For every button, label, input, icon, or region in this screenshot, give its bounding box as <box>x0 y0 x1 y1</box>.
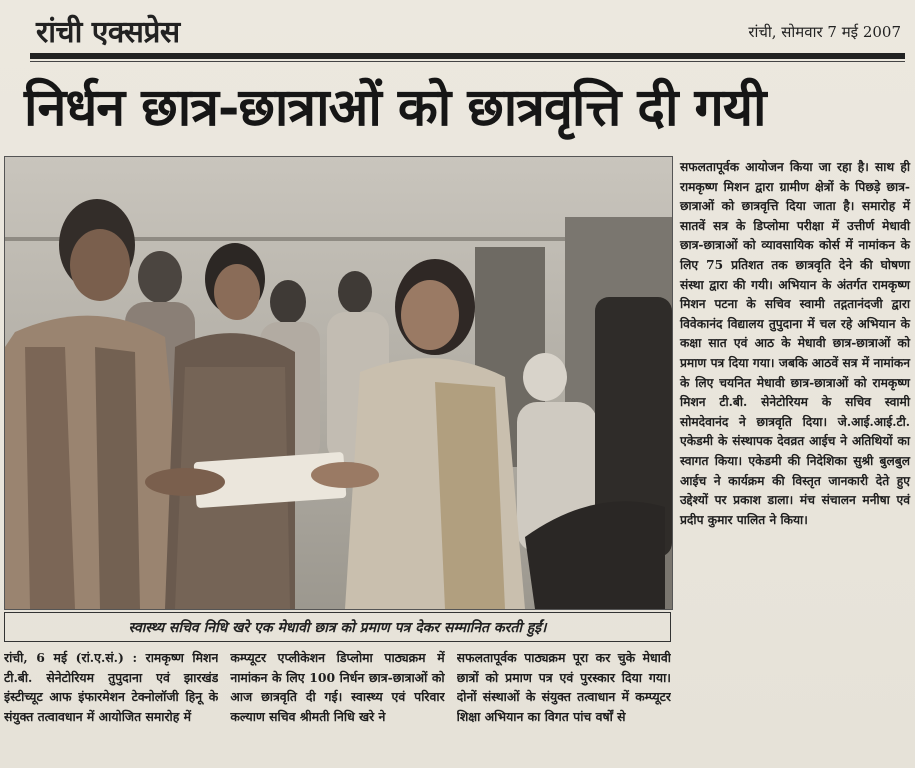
masthead-rule-thin <box>30 61 905 62</box>
article-column-2 <box>230 648 444 766</box>
article-right-text: सफलतापूर्वक आयोजन किया जा रहा है। साथ ही रामकृष्ण मिशन द्वारा ग्रामीण क्षेत्रों के पिछड़े छात्र-छात्राओं को छात्रवृत्ति दिया जाता है। समारोह में सातवें सत्र के डिप्लोमा परीक्षा में उत्तीर्ण मेधावी छात्र-छात्राओं को व्यावसायिक कोर्स में नामांकन के लिए 75 प्रतिशत तक छात्रवृति देने की घोषणा संस्था द्वारा की गयी। अभियान के अंतर्गत रामकृष्ण मिशन पटना के सचिव स्वामी तद्गतानंदजी द्वारा विवेकानंद विद्यालय तुपुदाना में चल रहे अभियान के कक्षा सात एवं आठ के मेधावी छात्र-छात्राओं को प्रमाण पत्र दिया गया। जबकि आठवें सत्र में नामांकन के लिए चयनित मेधावी छात्र-छात्राओं को रामकृष्ण मिशन टी.बी. सेनेटोरियम के सचिव स्वामी सोमदेवानंद ने छात्रवृति दिया। जे.आई.आई.टी. एकेडमी के संस्थापक देवव्रत आईच ने अतिथियों का स्वागत किया। एकेडमी की निदेशिका सुश्री बुलबुल आईच ने कार्यक्रम की विस्तृत जानकारी देते हुए उद्देश्यों पर प्रकाश डाला। मंच संचालन मनीषा एवं प्रदीप कुमार पालित ने किया। <box>680 160 910 527</box>
dateline: रांची, सोमवार 7 मई 2007 <box>748 23 901 41</box>
article-column-3 <box>457 648 671 766</box>
photo-caption-text: स्वास्थ्य सचिव निधि खरे एक मेधावी छात्र को प्रमाण पत्र देकर सम्मानित करती हुईं। <box>128 619 547 636</box>
masthead-name: रांची एक्सप्रेस <box>36 15 180 50</box>
article-bottom-columns <box>4 648 671 766</box>
headline: निर्धन छात्र-छात्राओं को छात्रवृत्ति दी गयी <box>24 77 766 138</box>
article-right-column <box>680 158 910 530</box>
article-column-1-text: रांची, 6 मई (रां.ए.सं.) : रामकृष्ण मिशन टी.बी. सेनेटोरियम तुपुदाना एवं झारखंड इंस्टीच्यूट आफ इंफारमेशन टेक्नोलॉजी हिनू के संयुक्त तत्वावधान में आयोजित समारोह में <box>4 650 219 724</box>
masthead-rule <box>30 53 905 59</box>
article-column-3-text: सफलतापूर्वक पाठ्यक्रम पूरा कर चुके मेधावी छात्रों को प्रमाण पत्र एवं पुरस्कार दिया गया। दोनों संस्थाओं के संयुक्त तत्वाधान में कम्प्यूटर शिक्षा अभियान का विगत पांच वर्षों से <box>456 650 671 724</box>
photo-illustration <box>5 157 672 609</box>
article-column-1 <box>4 648 218 766</box>
photo-caption <box>4 612 671 642</box>
news-photo <box>4 156 673 610</box>
article-column-2-text: कम्प्यूटर एप्लीकेशन डिप्लोमा पाठ्यक्रम में नामांकन के लिए 100 निर्धन छात्र-छात्राओं को आज छात्रवृति दी गई। स्वास्थ्य एवं परिवार कल्याण सचिव श्रीमती निधि खरे ने <box>230 650 445 724</box>
